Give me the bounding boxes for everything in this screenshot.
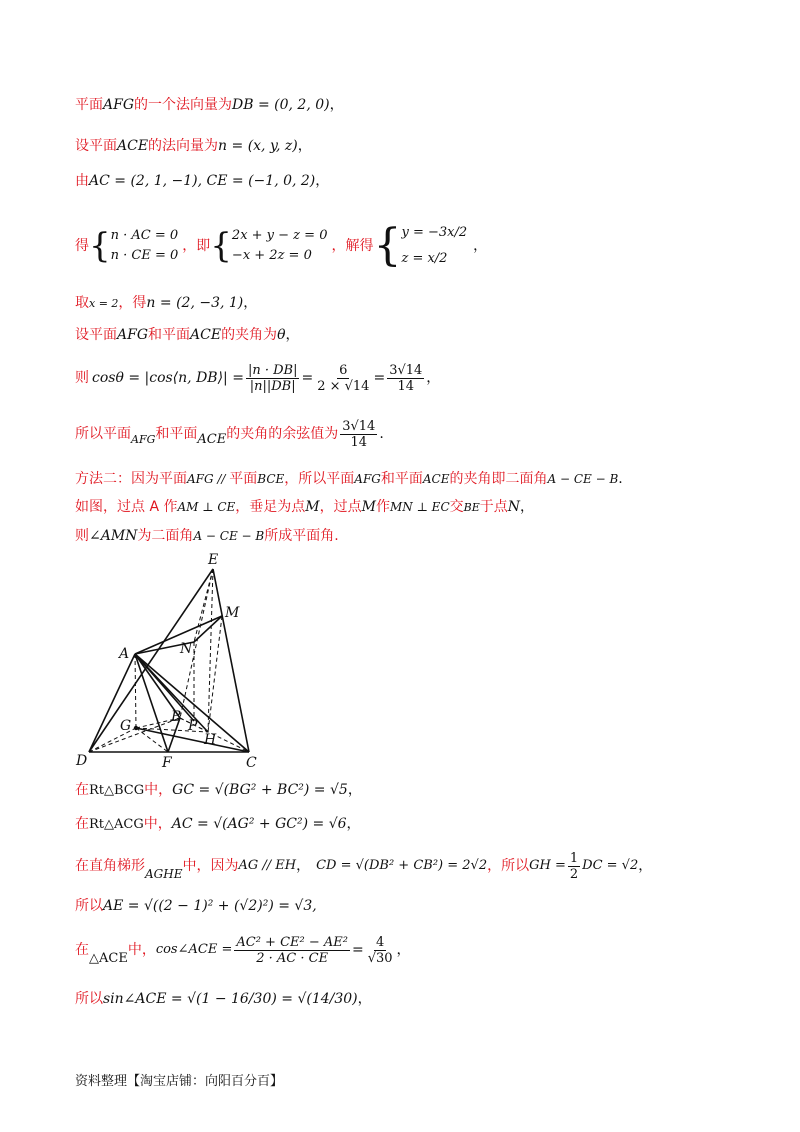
text: ，解得 <box>331 238 374 254</box>
label-F: F <box>162 755 172 771</box>
text: 取 <box>75 295 89 311</box>
label-M: M <box>225 605 240 621</box>
denominator: 14 <box>397 378 415 394</box>
math: x = 2 <box>89 297 119 310</box>
fraction <box>234 935 350 966</box>
line-rt-acg <box>75 815 361 834</box>
text: 在 <box>75 816 89 832</box>
equation-system-1 <box>111 226 179 266</box>
fraction <box>246 363 300 394</box>
label-E: E <box>208 552 219 568</box>
math: AGHE <box>145 867 183 881</box>
text: ， <box>285 327 300 343</box>
text: ， <box>473 238 488 254</box>
geometry-figure <box>70 548 270 773</box>
brace: { <box>373 220 402 271</box>
label-D: D <box>76 753 88 769</box>
text: ， <box>426 370 441 386</box>
equation: n · AC = 0 <box>110 228 179 243</box>
label-H: H <box>204 732 217 748</box>
fraction <box>366 935 395 966</box>
text: 的夹角为 <box>221 327 278 343</box>
edge-AG <box>135 654 136 728</box>
line-take-x <box>75 294 257 313</box>
text: 和平面 <box>380 471 423 487</box>
numerator: 1 <box>569 850 579 866</box>
text: 则 <box>75 528 89 544</box>
equation: z = x/2 <box>401 251 448 266</box>
text: 设平面 <box>75 327 117 343</box>
label-C: C <box>246 755 257 771</box>
fraction <box>387 363 424 394</box>
text: 中， <box>144 782 173 798</box>
text: 和平面 <box>148 327 191 343</box>
denominator: 2 <box>569 866 579 882</box>
math: ∠AMN <box>89 528 138 544</box>
line-method-two <box>75 470 623 488</box>
text: 在 <box>75 782 89 798</box>
denominator: |n||DB| <box>249 378 296 394</box>
point-G <box>134 726 138 730</box>
math: = <box>351 942 364 958</box>
math: M <box>361 499 376 515</box>
text: 中， <box>143 816 172 832</box>
equation: −x + 2z = 0 <box>231 248 312 263</box>
math: AM ⊥ CE <box>177 500 236 514</box>
math: sin∠ACE = √(1 − 16/30) = √(14/30) <box>103 991 358 1007</box>
math: A − CE − B <box>547 472 619 486</box>
text: ， <box>297 138 312 154</box>
equation: 2x + y − z = 0 <box>231 228 328 243</box>
text: . <box>379 426 384 442</box>
math: N <box>507 499 521 515</box>
text: 所以 <box>75 898 103 914</box>
math: cosθ = |cos⟨n, DB⟩| = <box>92 370 244 386</box>
footer-source: 资料整理【淘宝店铺：向阳百分百】 <box>75 1074 284 1089</box>
edge-AM <box>135 616 222 654</box>
math: MN ⊥ EC <box>389 500 450 514</box>
text: 交 <box>449 499 464 515</box>
math: AFG // <box>187 472 230 486</box>
brace: { <box>89 226 111 266</box>
math: = <box>301 370 314 386</box>
text: ，过点 <box>319 499 362 515</box>
text: 所成平面角. <box>264 528 339 544</box>
equation-system-2 <box>232 226 328 266</box>
text: 得 <box>75 238 89 254</box>
line-equation-systems <box>75 215 487 277</box>
fraction <box>315 363 371 394</box>
math: M <box>305 499 320 515</box>
math: n = (x, y, z) <box>218 138 298 154</box>
line-cosine-conclusion <box>75 414 384 454</box>
text: ，所以平面 <box>284 471 355 487</box>
text: 如图，过点 A 作 <box>75 499 178 515</box>
line-construction <box>75 498 534 517</box>
math: Rt△ACG <box>89 817 144 832</box>
edge-AD <box>89 654 135 752</box>
text: 由 <box>75 173 89 189</box>
text: 为二面角 <box>137 528 194 544</box>
line-trapezoid <box>75 848 652 884</box>
math: AE = √((2 − 1)² + (√2)²) = √3, <box>103 898 317 914</box>
hidden-edges <box>89 569 249 752</box>
line-plane-angle <box>75 527 339 545</box>
line-cos-ace <box>75 928 411 972</box>
text: 的夹角的余弦值为 <box>226 426 339 442</box>
label-G: G <box>120 718 132 734</box>
text: 中， <box>127 942 156 958</box>
text: 平面 <box>75 97 103 113</box>
text: ， <box>346 816 361 832</box>
text: 平面 <box>229 471 258 487</box>
text: ， <box>329 97 344 113</box>
label-P: P <box>188 718 198 734</box>
label-N: N <box>180 641 193 657</box>
text: 的一个法向量为 <box>134 97 233 113</box>
math: cos∠ACE = <box>155 942 233 957</box>
denominator: 2 × √14 <box>317 378 370 394</box>
text: ， <box>347 782 362 798</box>
text: 方法二：因为平面 <box>75 471 187 487</box>
numerator: 4 <box>375 934 385 950</box>
text: ，所以 <box>487 858 530 874</box>
math: △ACE <box>89 951 128 966</box>
math: Rt△BCG <box>89 783 145 798</box>
line-sin-ace <box>75 990 372 1008</box>
math: AFG <box>131 433 156 446</box>
math: AFG <box>103 97 135 113</box>
text: 和平面 <box>155 426 198 442</box>
label-B: B <box>171 709 182 725</box>
text: ， <box>396 942 411 958</box>
numerator: 3√14 <box>342 418 376 434</box>
text: 设平面 <box>75 138 117 154</box>
line-ae-length <box>75 897 317 915</box>
numerator: 6 <box>339 362 348 378</box>
fraction <box>340 419 377 450</box>
math: CD = √(DB² + CB²) = 2√2 <box>316 858 488 873</box>
math: AG // EH <box>238 858 297 873</box>
denominator: 2 · AC · CE <box>256 950 329 966</box>
text: ，即 <box>182 238 211 254</box>
math: DB = (0, 2, 0) <box>232 97 330 113</box>
math: GH = <box>529 858 566 873</box>
edge-EC <box>213 569 249 752</box>
line-vectors <box>75 172 329 190</box>
label-A: A <box>119 646 130 662</box>
text: ， <box>357 991 372 1007</box>
text: 所以平面 <box>75 426 131 442</box>
line-rt-bcg <box>75 781 362 800</box>
text: ， <box>315 173 330 189</box>
text: 在 <box>75 942 89 958</box>
text: 于点 <box>479 499 508 515</box>
text: ， <box>638 858 653 874</box>
text: 所以 <box>75 991 103 1007</box>
text: ， <box>520 499 535 515</box>
text: ， <box>296 858 311 874</box>
numerator: AC² + CE² − AE² <box>236 934 348 950</box>
equation: n · CE = 0 <box>110 248 179 263</box>
math: AC = (2, 1, −1), CE = (−1, 0, 2) <box>89 173 316 189</box>
math: DC = √2 <box>582 858 639 873</box>
text: 的法向量为 <box>148 138 219 154</box>
edge-EN <box>194 569 213 642</box>
math: AC = √(AG² + GC²) = √6 <box>171 816 347 832</box>
text: ， <box>243 295 258 311</box>
brace: { <box>210 226 232 266</box>
math: AFG <box>117 327 149 343</box>
math: GC = √(BG² + BC²) = √5 <box>172 782 348 798</box>
math: AFG <box>354 472 381 486</box>
text: . <box>618 471 623 487</box>
math: n = (2, −3, 1) <box>146 295 244 311</box>
math: ACE <box>190 327 222 343</box>
solid-edges <box>89 569 249 752</box>
line-normal-vector-afg <box>75 96 344 114</box>
text: 在直角梯形 <box>75 858 145 874</box>
math: BE <box>463 501 480 514</box>
math: ACE <box>197 432 227 447</box>
numerator: 3√14 <box>389 362 423 378</box>
math: BCE <box>257 472 285 486</box>
line-angle-theta <box>75 326 300 344</box>
line-cosine-computation <box>75 356 440 400</box>
text: 则 <box>75 370 89 386</box>
math: A − CE − B <box>193 529 265 543</box>
equation-system-3 <box>401 220 467 272</box>
math: θ <box>277 327 286 343</box>
math: ACE <box>117 138 149 154</box>
text: ，得 <box>118 295 147 311</box>
text: 的夹角即二面角 <box>449 471 548 487</box>
numerator: |n · DB| <box>247 362 298 378</box>
equation: y = −3x/2 <box>401 225 468 240</box>
text: 作 <box>375 499 390 515</box>
math: = <box>373 370 386 386</box>
line-normal-vector-ace <box>75 137 312 155</box>
text: ，垂足为点 <box>235 499 306 515</box>
text: 中，因为 <box>182 858 239 874</box>
fraction <box>568 851 580 882</box>
denominator: √30 <box>367 950 393 966</box>
denominator: 14 <box>350 434 368 450</box>
math: ACE <box>422 472 450 486</box>
